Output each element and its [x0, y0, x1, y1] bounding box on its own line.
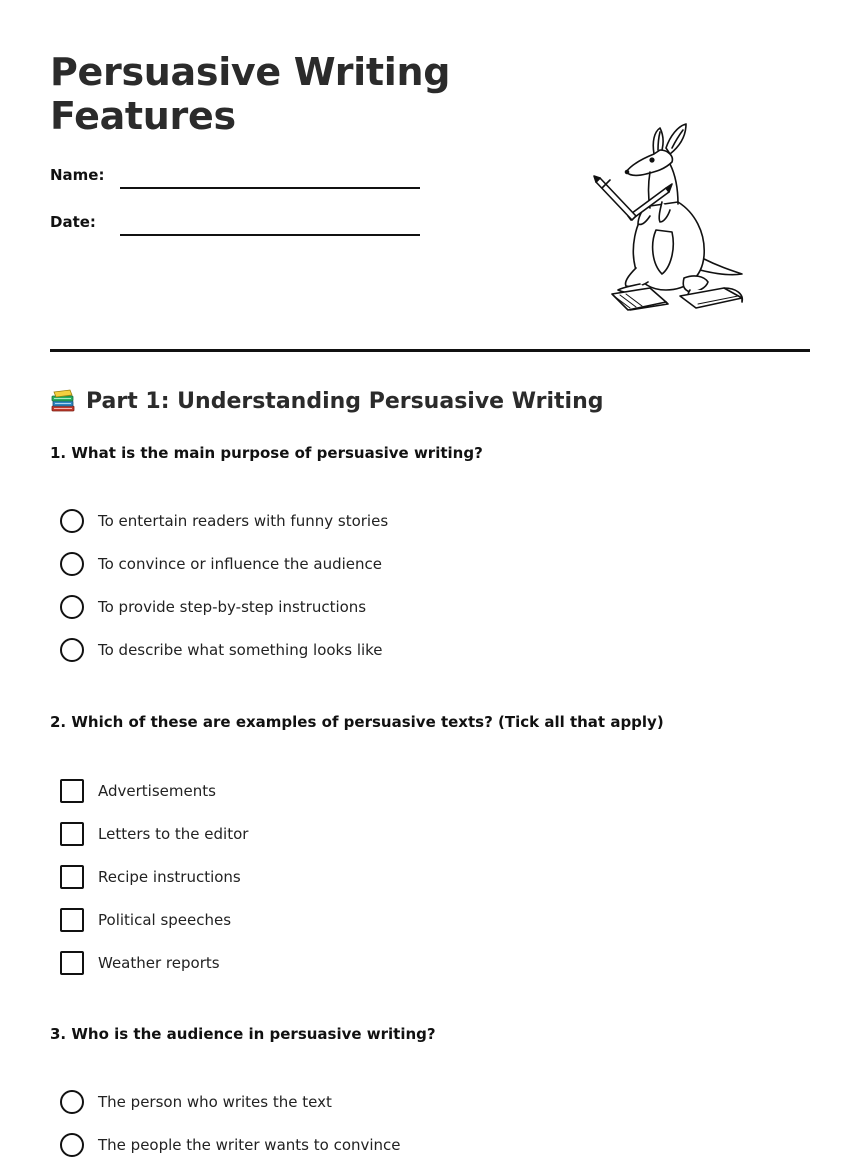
radio-circle-icon[interactable] [60, 509, 84, 533]
q3-option-2[interactable] [60, 1132, 401, 1158]
section-divider [50, 349, 810, 352]
checkbox-icon[interactable] [60, 779, 84, 803]
section-heading-text: Part 1: Understanding Persuasive Writing [86, 388, 604, 414]
question-2: 2. Which of these are examples of persuasive texts? (Tick all that apply) [50, 713, 664, 731]
option-label: Weather reports [98, 954, 220, 972]
option-label: To describe what something looks like [98, 641, 383, 659]
q2-option-1[interactable] [60, 778, 216, 804]
question-1: 1. What is the main purpose of persuasive writing? [50, 444, 483, 462]
option-label: To convince or influence the audience [98, 555, 382, 573]
option-label: Letters to the editor [98, 825, 249, 843]
option-label: The person who writes the text [98, 1093, 332, 1111]
checkbox-icon[interactable] [60, 908, 84, 932]
option-label: To entertain readers with funny stories [98, 512, 389, 530]
q2-option-4[interactable] [60, 907, 231, 933]
radio-circle-icon[interactable] [60, 552, 84, 576]
checkbox-icon[interactable] [60, 865, 84, 889]
radio-circle-icon[interactable] [60, 595, 84, 619]
q2-option-2[interactable] [60, 821, 248, 847]
date-write-line[interactable] [120, 234, 420, 236]
q1-option-4[interactable] [60, 637, 383, 663]
name-field [50, 166, 430, 190]
radio-circle-icon[interactable] [60, 1090, 84, 1114]
option-label: Advertisements [98, 782, 216, 800]
name-write-line[interactable] [120, 187, 420, 189]
name-label: Name: [50, 166, 105, 184]
checkbox-icon[interactable] [60, 822, 84, 846]
date-field [50, 213, 430, 237]
checkbox-icon[interactable] [60, 951, 84, 975]
title-line-2: Features [50, 94, 236, 138]
section-heading-part-1 [50, 388, 603, 414]
question-3: 3. Who is the audience in persuasive writing? [50, 1025, 436, 1043]
q2-option-3[interactable] [60, 864, 241, 890]
option-label: Recipe instructions [98, 868, 241, 886]
kangaroo-mascot-icon [590, 118, 760, 324]
q3-option-1[interactable] [60, 1089, 332, 1115]
option-label: Political speeches [98, 911, 232, 929]
title-line-1: Persuasive Writing [50, 50, 451, 94]
radio-circle-icon[interactable] [60, 638, 84, 662]
q1-option-2[interactable] [60, 551, 382, 577]
option-label: The people the writer wants to convince [98, 1136, 401, 1154]
date-label: Date: [50, 213, 96, 231]
q1-option-3[interactable] [60, 594, 366, 620]
option-label: To provide step-by-step instructions [98, 598, 367, 616]
q2-option-5[interactable] [60, 950, 220, 976]
radio-circle-icon[interactable] [60, 1133, 84, 1157]
q1-option-1[interactable] [60, 508, 388, 534]
page-title [50, 50, 470, 138]
books-icon [50, 388, 76, 414]
